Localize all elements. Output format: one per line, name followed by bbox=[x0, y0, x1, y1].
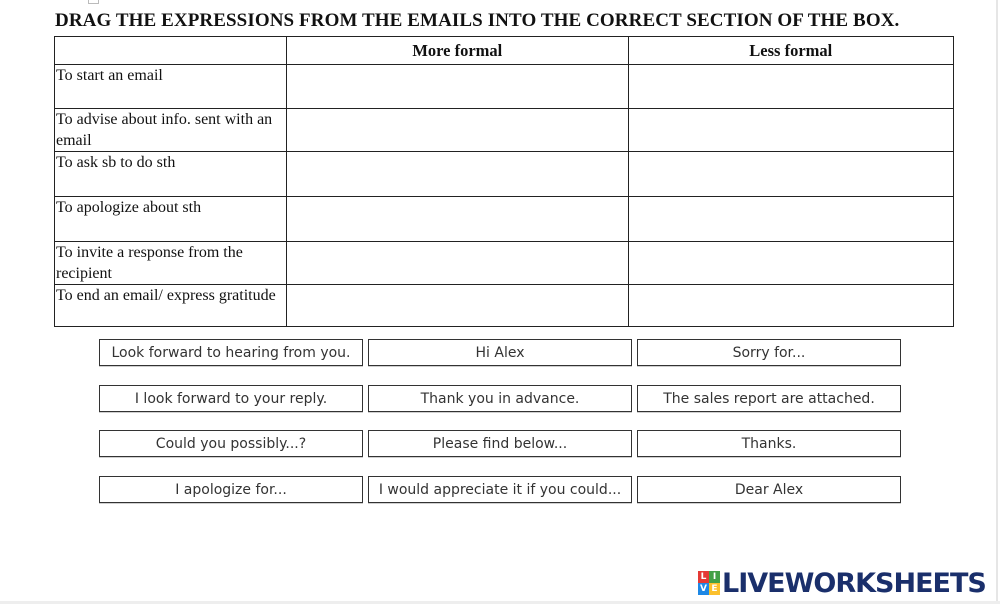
drop-zone-less-formal[interactable] bbox=[628, 285, 953, 327]
draggable-expression[interactable]: Dear Alex bbox=[637, 476, 901, 503]
drop-zone-less-formal[interactable] bbox=[628, 197, 953, 242]
classification-table bbox=[54, 36, 954, 327]
badge-letter: V bbox=[698, 583, 709, 595]
liveworksheets-logo[interactable] bbox=[698, 566, 986, 600]
drop-zone-more-formal[interactable] bbox=[287, 285, 629, 327]
draggable-expression[interactable]: Sorry for... bbox=[637, 339, 901, 366]
drop-zone-more-formal[interactable] bbox=[287, 242, 629, 285]
drop-zone-more-formal[interactable] bbox=[287, 152, 629, 197]
badge-letter: E bbox=[709, 583, 720, 595]
draggable-expression[interactable]: The sales report are attached. bbox=[637, 385, 901, 412]
draggable-expression[interactable]: Thanks. bbox=[637, 430, 901, 457]
row-label: To apologize about sth bbox=[55, 197, 287, 242]
drop-zone-more-formal[interactable] bbox=[287, 197, 629, 242]
drop-zone-less-formal[interactable] bbox=[628, 152, 953, 197]
drop-zone-less-formal[interactable] bbox=[628, 65, 953, 109]
drop-zone-less-formal[interactable] bbox=[628, 242, 953, 285]
logo-text: LIVEWORKSHEETS bbox=[722, 567, 986, 599]
page-edge-right bbox=[996, 0, 998, 604]
row-label: To ask sb to do sth bbox=[55, 152, 287, 197]
header-less-formal: Less formal bbox=[628, 37, 953, 65]
draggable-expression[interactable]: Thank you in advance. bbox=[368, 385, 632, 412]
row-label: To advise about info. sent with an email bbox=[55, 109, 287, 152]
header-blank bbox=[55, 37, 287, 65]
draggable-expression[interactable]: Look forward to hearing from you. bbox=[99, 339, 363, 366]
draggable-expression[interactable]: Could you possibly...? bbox=[99, 430, 363, 457]
draggable-expression[interactable]: Please find below... bbox=[368, 430, 632, 457]
instruction-heading: DRAG THE EXPRESSIONS FROM THE EMAILS INTO THE CORRECT SECTION OF THE BOX. bbox=[55, 10, 900, 31]
row-label: To end an email/ express gratitude bbox=[55, 285, 287, 327]
draggable-expression[interactable]: I look forward to your reply. bbox=[99, 385, 363, 412]
row-label: To start an email bbox=[55, 65, 287, 109]
live-badge-icon bbox=[698, 571, 720, 595]
badge-letter: L bbox=[698, 571, 709, 583]
page-corner-mark bbox=[88, 0, 99, 4]
draggable-expression[interactable]: Hi Alex bbox=[368, 339, 632, 366]
row-label: To invite a response from the recipient bbox=[55, 242, 287, 285]
drop-zone-less-formal[interactable] bbox=[628, 109, 953, 152]
badge-letter: I bbox=[709, 571, 720, 583]
drop-zone-more-formal[interactable] bbox=[287, 65, 629, 109]
header-more-formal: More formal bbox=[287, 37, 629, 65]
draggable-expression[interactable]: I would appreciate it if you could... bbox=[368, 476, 632, 503]
drop-zone-more-formal[interactable] bbox=[287, 109, 629, 152]
draggable-expression[interactable]: I apologize for... bbox=[99, 476, 363, 503]
expression-bank bbox=[99, 339, 902, 507]
